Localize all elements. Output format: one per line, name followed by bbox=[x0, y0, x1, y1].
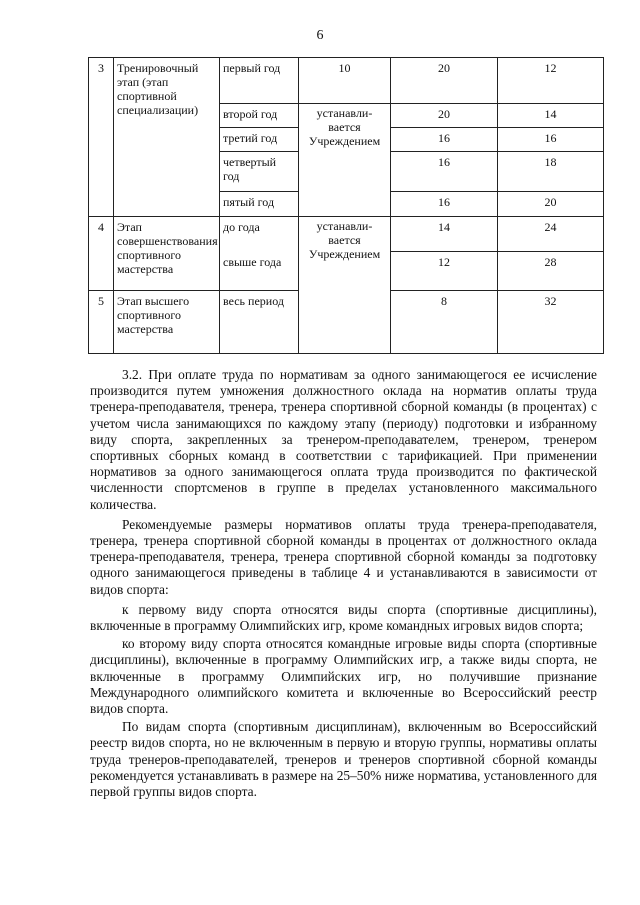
value-cell: 14 bbox=[391, 217, 498, 252]
period-label: весь период bbox=[220, 291, 299, 354]
period-label: первый год bbox=[220, 58, 299, 104]
value-cell: 12 bbox=[498, 58, 604, 104]
period-label: до года bbox=[220, 217, 299, 252]
value-cell: 8 bbox=[391, 291, 498, 354]
value-cell: 24 bbox=[498, 217, 604, 252]
table-row bbox=[89, 58, 604, 104]
value-cell: 14 bbox=[498, 104, 604, 128]
table-row bbox=[89, 217, 604, 252]
value-cell: 20 bbox=[498, 192, 604, 217]
value-cell: 10 bbox=[299, 58, 391, 104]
value-cell: 16 bbox=[498, 128, 604, 152]
row-number: 4 bbox=[89, 217, 114, 291]
paragraph: По видам спорта (спортивным дисциплинам), включенным во Всероссийский реестр видов спорта, но не включенным в первую и вторую группы, нормативы оплаты труда тренеров-преподавателей, тренеров и тренеров спортивной сборной команды рекомендуется устанавливать в размере на 25–50% ниже норматива, установленного для первой группы видов спорта. bbox=[90, 719, 597, 800]
established-note: устанавли- вается Учреждением bbox=[299, 217, 391, 354]
established-note: устанавли- вается Учреждением bbox=[299, 104, 391, 217]
value-cell: 20 bbox=[391, 104, 498, 128]
norms-table bbox=[88, 57, 604, 354]
paragraph: к первому виду спорта относятся виды спорта (спортивные дисциплины), включенные в программу Олимпийских игр, кроме командных игровых видов спорта; bbox=[90, 601, 597, 634]
row-number: 5 bbox=[89, 291, 114, 354]
period-label: четвертый год bbox=[220, 152, 299, 192]
body-text bbox=[90, 367, 597, 804]
value-cell: 18 bbox=[498, 152, 604, 192]
value-cell: 20 bbox=[391, 58, 498, 104]
page-number: 6 bbox=[316, 28, 324, 43]
paragraph: 3.2. При оплате труда по нормативам за одного занимающегося ее исчисление производится путем умножения должностного оклада на норматив оплаты труда тренера-преподавателя, тренера, тренера спортивной сборной команды (в процентах) с учетом числа занимающихся по каждому этапу (периоду) подготовки и избранному виду спорта, закрепленных за тренером-преподавателем, тренером, тренером спортивных сборных команд в соответствии с тарификацией. При применении нормативов за одного занимающегося оплата труда производится по фактической численности спортсменов в группе в пределах установленного максимального количества. bbox=[90, 367, 597, 512]
value-cell: 16 bbox=[391, 192, 498, 217]
value-cell: 28 bbox=[498, 252, 604, 291]
value-cell: 16 bbox=[391, 152, 498, 192]
stage-name: Этап высшего спортивного мастерства bbox=[114, 291, 220, 354]
value-cell: 16 bbox=[391, 128, 498, 152]
stage-name: Тренировочный этап (этап спортивной специализации) bbox=[114, 58, 220, 217]
period-label: третий год bbox=[220, 128, 299, 152]
paragraph: ко второму виду спорта относятся командные игровые виды спорта (спортивные дисциплины), включенные в программу Олимпийских игр, а также виды спорта, не включенные в программу Олимпийских игр, но получившие признание Международного олимпийского комитета и включенные во Всероссийский реестр видов спорта. bbox=[90, 636, 597, 717]
value-cell: 32 bbox=[498, 291, 604, 354]
value-cell: 12 bbox=[391, 252, 498, 291]
period-label: пятый год bbox=[220, 192, 299, 217]
period-label: свыше года bbox=[220, 252, 299, 291]
period-label: второй год bbox=[220, 104, 299, 128]
stage-name: Этап совершенствования спортивного мастерства bbox=[114, 217, 220, 291]
row-number: 3 bbox=[89, 58, 114, 217]
paragraph: Рекомендуемые размеры нормативов оплаты труда тренера-преподавателя, тренера, тренера спортивной сборной команды в процентах от должностного оклада тренера-преподавателя, тренера, тренера спортивной сборной команды за подготовку одного занимающегося приведены в таблице 4 и устанавливаются в зависимости от видов спорта: bbox=[90, 516, 597, 597]
